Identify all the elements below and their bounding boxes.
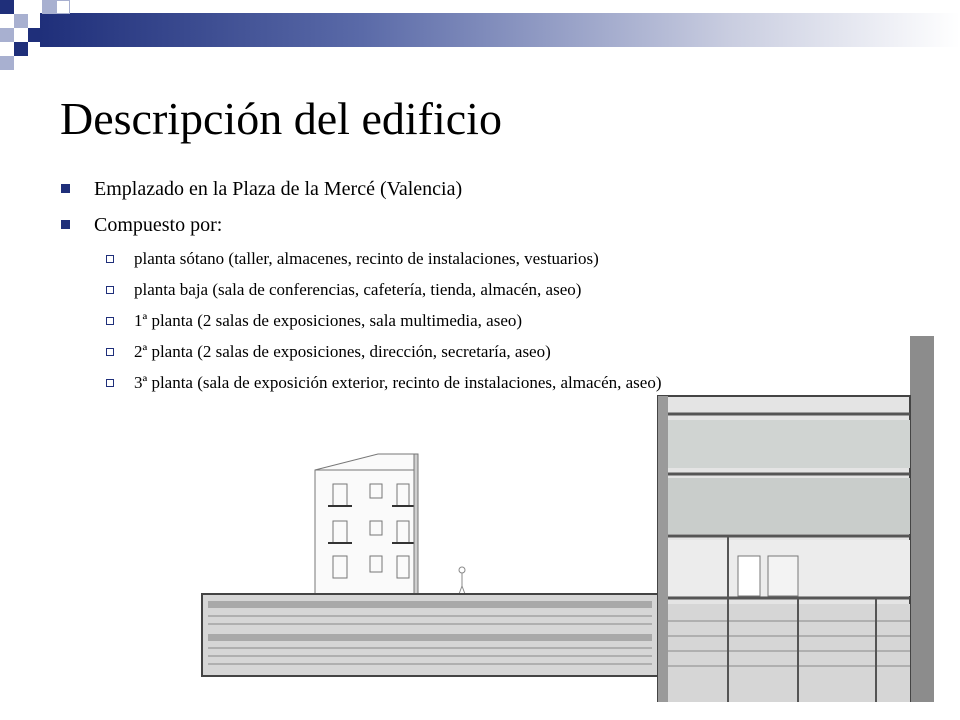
sub-bullet-item <box>60 279 662 301</box>
decor-square-8 <box>0 56 14 70</box>
hollow-square-icon <box>106 317 114 325</box>
bullet-text: Compuesto por: <box>94 214 223 236</box>
hollow-square-icon <box>106 379 114 387</box>
basement-slab <box>202 594 658 676</box>
sub-bullet-text: 2ª planta (2 salas de exposiciones, dirección, secretaría, aseo) <box>134 342 551 361</box>
decor-square-3 <box>0 28 14 42</box>
sub-bullet-text: planta baja (sala de conferencias, cafetería, tienda, almacén, aseo) <box>134 280 582 299</box>
bullet-item <box>60 176 662 202</box>
decor-square-7 <box>56 0 70 14</box>
sub-bullet-item <box>60 310 662 332</box>
neighbour-building <box>315 454 418 594</box>
sub-bullet-text: 3ª planta (sala de exposición exterior, recinto de instalaciones, almacén, aseo) <box>134 373 662 392</box>
decor-square-4 <box>28 28 42 42</box>
decor-square-1 <box>0 0 14 14</box>
person-figure-icon <box>459 567 465 594</box>
building-section-drawing <box>198 336 936 702</box>
hollow-square-icon <box>106 348 114 356</box>
header-gradient-bar <box>40 13 960 47</box>
sub-bullet-text: 1ª planta (2 salas de exposiciones, sala multimedia, aseo) <box>134 311 523 330</box>
bullet-text: Emplazado en la Plaza de la Mercé (Valencia) <box>94 178 463 200</box>
sub-bullet-item <box>60 248 662 270</box>
hollow-square-icon <box>106 255 114 263</box>
decor-square-2 <box>14 14 28 28</box>
decor-square-5 <box>14 42 28 56</box>
sub-bullet-text: planta sótano (taller, almacenes, recinto de instalaciones, vestuarios) <box>134 249 599 268</box>
bullet-square-icon <box>61 220 70 229</box>
decor-square-6 <box>42 0 56 14</box>
museum-section <box>658 396 910 702</box>
bullet-square-icon <box>61 184 70 193</box>
slide-title: Descripción del edificio <box>60 93 502 144</box>
bullet-item <box>60 212 662 238</box>
hollow-square-icon <box>106 286 114 294</box>
